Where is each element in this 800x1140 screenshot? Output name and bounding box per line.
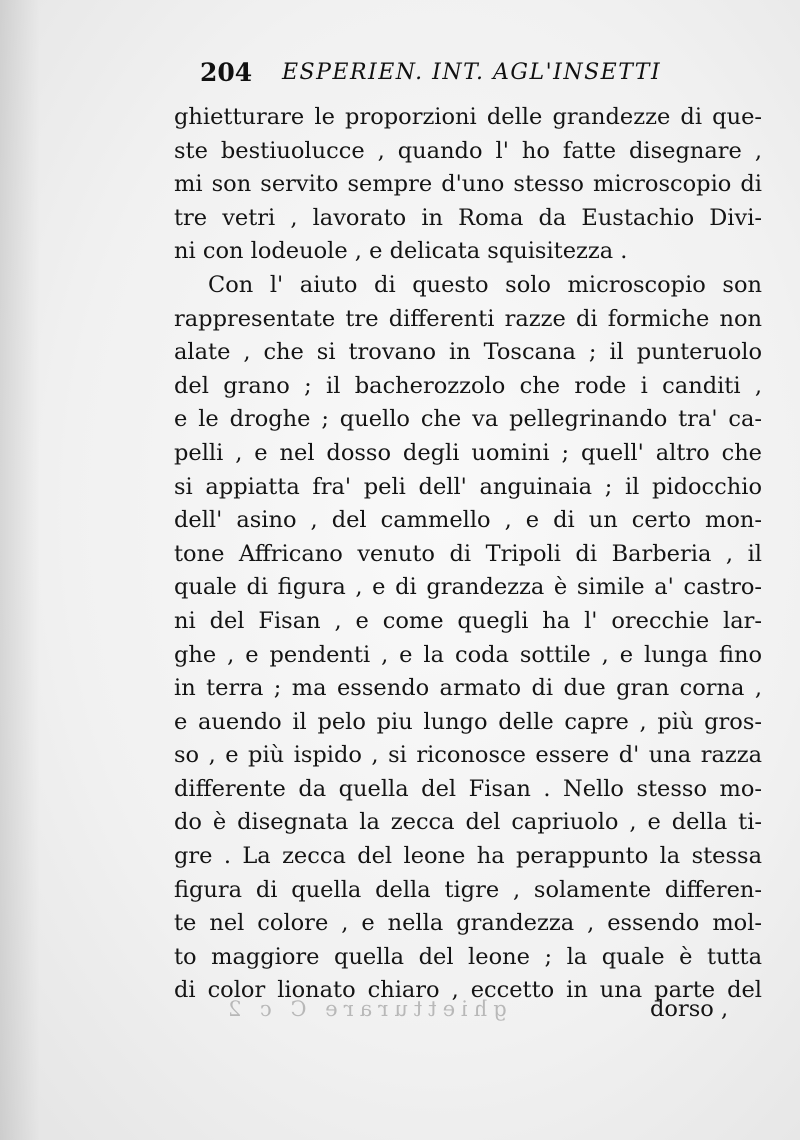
- text-line: tre vetri , lavorato in Roma da Eustachio Divi-: [174, 204, 762, 231]
- text-line: di color lionato chiaro , eccetto in una parte del: [174, 977, 762, 1004]
- text-line: ghe , e pendenti , e la coda sottile , e lunga fino: [174, 641, 762, 668]
- text-line: te nel colore , e nella grandezza , essendo mol-: [174, 910, 762, 937]
- text-line: ni del Fisan , e come quegli ha l' orecchie lar-: [174, 607, 762, 634]
- text-line: si appiatta fra' peli dell' anguinaia ; il pidocchio: [174, 473, 762, 500]
- catchword: dorso ,: [650, 996, 729, 1022]
- text-line: so , e più ispido , si riconosce essere d' una razza: [174, 742, 762, 769]
- running-head: ESPERIEN. INT. AGL'INSETTI: [282, 60, 662, 85]
- text-line: ghietturare le proporzioni delle grandezze di que-: [174, 104, 762, 130]
- body-text: [174, 101, 762, 1008]
- text-line: ste bestiuolucce , quando l' ho fatte disegnare ,: [174, 137, 762, 164]
- text-line: in terra ; ma essendo armato di due gran corna ,: [174, 675, 762, 702]
- text-line: e auendo il pelo piu lungo delle capre , più gros-: [174, 708, 762, 735]
- text-line: del grano ; il bacherozzolo che rode i canditi ,: [174, 372, 762, 399]
- text-line: differente da quella del Fisan . Nello stesso mo-: [174, 775, 762, 802]
- text-line: gre . La zecca del leone ha perappunto la stessa: [174, 843, 762, 870]
- gutter-shadow: [0, 0, 40, 1140]
- bleed-through-text: ghietturare C c 2: [222, 997, 507, 1021]
- text-line: figura di quella della tigre , solamente differen-: [174, 876, 762, 903]
- text-line: ni con lodeuole , e delicata squisitezza .: [174, 238, 628, 265]
- text-line: quale di figura , e di grandezza è simile a' castro-: [174, 574, 762, 601]
- text-line: do è disegnata la zecca del capriuolo , e della ti-: [174, 809, 762, 836]
- page-header: [200, 58, 760, 94]
- text-line: pelli , e nel dosso degli uomini ; quell' altro che: [174, 439, 762, 466]
- text-line: e le droghe ; quello che va pellegrinando tra' ca-: [174, 406, 762, 433]
- text-line: Con l' aiuto di questo solo microscopio son: [208, 271, 762, 298]
- text-line: to maggiore quella del leone ; la quale è tutta: [174, 943, 762, 970]
- text-line: tone Affricano venuto di Tripoli di Barberia , il: [174, 540, 762, 567]
- text-line: alate , che si trovano in Toscana ; il punteruolo: [174, 339, 762, 366]
- text-line: mi son servito sempre d'uno stesso microscopio di: [174, 171, 762, 198]
- page-number: 204: [200, 58, 253, 87]
- text-line: dell' asino , del cammello , e di un certo mon-: [174, 507, 762, 534]
- text-line: rappresentate tre differenti razze di formiche non: [174, 305, 762, 332]
